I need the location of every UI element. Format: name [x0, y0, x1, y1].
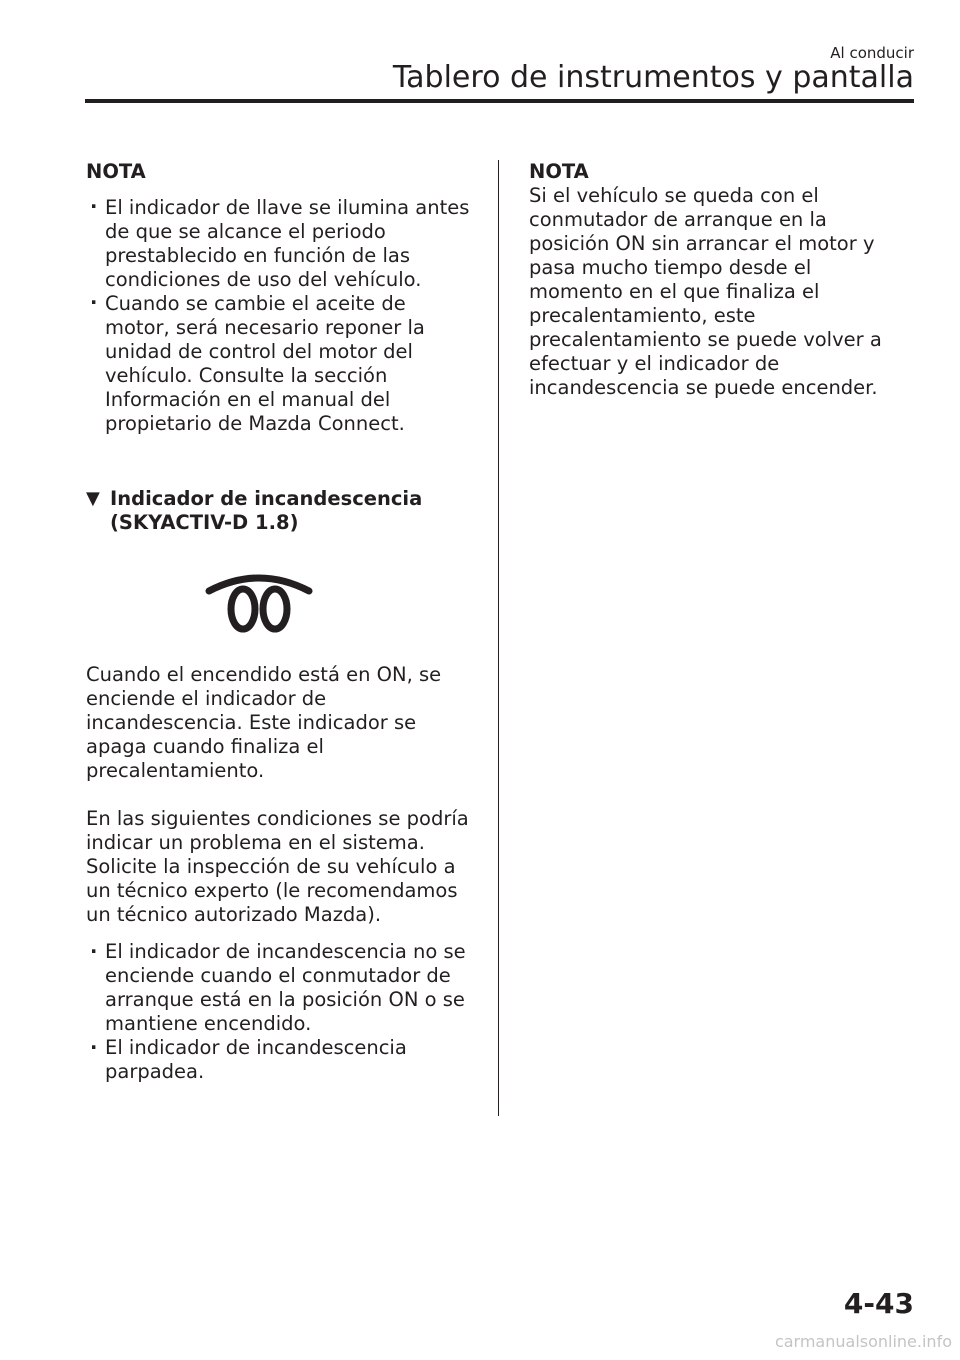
nota-label: NOTA: [86, 160, 146, 183]
nota-label: NOTA: [529, 160, 589, 183]
left-column: [86, 160, 476, 1084]
nota-bullet-text: Cuando se cambie el aceite de motor, será necesario reponer la unidad de control del motor del vehículo. Consulte la sección Información en el manual del propietario de Mazda Connect.: [105, 292, 425, 435]
nota-bullet-list: [86, 196, 476, 436]
condition-bullet-list: [86, 940, 476, 1084]
condition-bullet-item: [86, 1036, 476, 1084]
page-number: 4-43: [843, 1287, 914, 1320]
nota-bullet-text: El indicador de llave se ilumina antes de que se alcance el periodo prestablecido en función de las condiciones de uso del vehículo.: [105, 196, 470, 291]
right-column: [529, 160, 889, 400]
column-divider: [498, 160, 499, 1116]
triangle-marker-icon: ▼: [86, 488, 100, 509]
description-paragraph: Cuando el encendido está en ON, se enciende el indicador de incandescencia. Este indicador se apaga cuando finaliza el precalentamiento.: [86, 663, 442, 782]
chapter-label: Al conducir: [830, 44, 914, 62]
bullet-dot: ·: [90, 940, 98, 963]
bullet-dot: ·: [90, 1036, 98, 1059]
section-heading-text: Indicador de incandescencia (SKYACTIV-D 1.8): [110, 487, 423, 534]
nota-bullet-item: [86, 292, 476, 436]
section-heading: [86, 487, 476, 535]
glow-plug-indicator-icon: [199, 571, 319, 643]
condition-bullet-text: El indicador de incandescencia parpadea.: [105, 1036, 407, 1083]
bullet-dot: ·: [90, 195, 98, 218]
page-header-title: Tablero de instrumentos y pantalla: [392, 60, 914, 95]
nota-bullet-item: [86, 196, 476, 292]
condition-bullet-text: El indicador de incandescencia no se enciende cuando el conmutador de arranque está en la posición ON o se mantiene encendido.: [105, 940, 466, 1035]
header-rule: [85, 99, 914, 103]
condition-bullet-item: [86, 940, 476, 1036]
nota-box: [86, 160, 476, 436]
watermark: carmanualsonline.info: [774, 1332, 952, 1351]
nota-text: Si el vehículo se queda con el conmutador de arranque en la posición ON sin arrancar el motor y pasa mucho tiempo desde el momento en el que finaliza el precalentamiento, este precalentamiento se puede volver a efectuar y el indicador de incandescencia se puede encender.: [529, 184, 882, 399]
bullet-dot: ·: [90, 291, 98, 314]
problem-paragraph: En las siguientes condiciones se podría indicar un problema en el sistema. Solicite la inspección de su vehículo a un técnico experto (le recomendamos un técnico autorizado Mazda).: [86, 807, 469, 926]
